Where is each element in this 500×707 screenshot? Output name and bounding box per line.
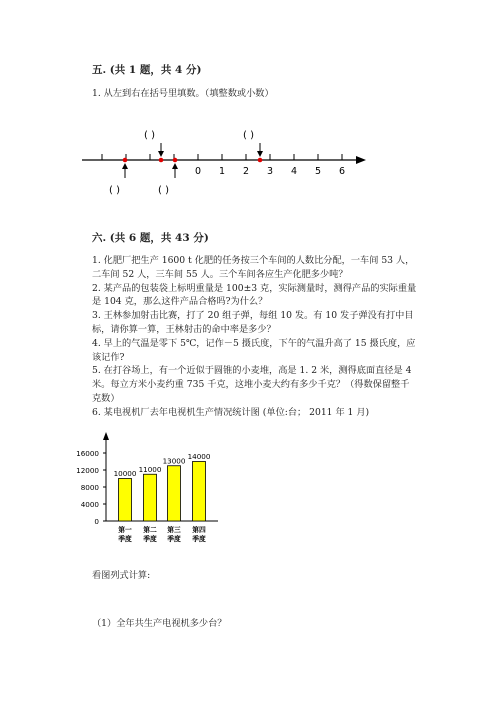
category-label: 季度 bbox=[192, 535, 206, 543]
bar-2 bbox=[144, 474, 157, 521]
answer-blank-bottom-2: ( ) bbox=[158, 185, 169, 196]
question-line: 2. 某产品的包装袋上标明重量是 100±3 克，实际测量时，测得产品的实际重量 bbox=[92, 282, 417, 294]
question-line: 标，请你算一算，王林射击的命中率是多少？ bbox=[92, 323, 276, 335]
category-label: 季度 bbox=[167, 535, 181, 543]
category-label: 第三 bbox=[167, 526, 181, 534]
bar-1 bbox=[119, 479, 132, 522]
question-line: 二车间 52 人，三车间 55 人。三个车间各应生产化肥多少吨？ bbox=[92, 268, 348, 280]
question-line: 克数） bbox=[92, 392, 120, 404]
number-line-label: 2 bbox=[242, 166, 250, 177]
chart-y-arrowhead bbox=[103, 432, 109, 440]
question-line: 是 104 克，那么这件产品合格吗?为什么？ bbox=[92, 296, 268, 308]
question-5-1: 1. 从左到右在括号里填数。（填整数或小数） bbox=[92, 88, 274, 99]
y-tick-label: 16000 bbox=[76, 449, 99, 458]
question-line: 该记作? bbox=[92, 351, 125, 363]
number-line-label: 1 bbox=[218, 166, 226, 177]
category-label: 第二 bbox=[143, 526, 157, 534]
number-line-label: 5 bbox=[314, 166, 322, 177]
question-line: 1. 化肥厂把生产 1600 t 化肥的任务按三个车间的人数比分配，一车间 53 人， bbox=[92, 255, 415, 266]
question-line: 4. 早上的气温是零下 5℃，记作－5 摄氏度，下午的气温升高了 15 摄氏度，应 bbox=[92, 337, 416, 349]
chart-bars bbox=[114, 452, 211, 543]
after-chart-text: 看图列式计算: bbox=[92, 570, 151, 581]
bar-value-label: 14000 bbox=[187, 452, 211, 461]
number-line-label: 6 bbox=[338, 166, 346, 177]
number-line-label: 4 bbox=[290, 166, 298, 177]
y-tick-label: 12000 bbox=[76, 466, 99, 475]
question-line: 米。每立方米小麦约重 735 千克，这堆小麦大约有多少千克？（得数保留整千 bbox=[92, 379, 410, 391]
y-tick-label: 0 bbox=[94, 517, 99, 526]
number-line-label: 0 bbox=[194, 166, 202, 177]
answer-blank-top-1: ( ) bbox=[144, 130, 155, 141]
category-label: 季度 bbox=[143, 535, 157, 543]
category-label: 季度 bbox=[118, 535, 132, 543]
chart-y-ticks bbox=[76, 449, 106, 526]
bar-3 bbox=[168, 466, 181, 521]
category-label: 第四 bbox=[192, 526, 206, 534]
bar-4 bbox=[193, 462, 206, 522]
category-label: 第一 bbox=[118, 526, 132, 534]
bar-value-label: 13000 bbox=[162, 456, 186, 466]
answer-blank-top-2: ( ) bbox=[243, 130, 254, 141]
answer-blank-bottom-1: ( ) bbox=[109, 185, 120, 196]
number-line-label: 3 bbox=[266, 166, 274, 177]
question-line: 5. 在打谷场上，有一个近似于圆锥的小麦堆，高是 1. 2 米，测得底面直径是 4 bbox=[92, 365, 412, 377]
y-tick-label: 4000 bbox=[80, 500, 99, 509]
section-6-heading: 六. (共 6 题，共 43 分) bbox=[92, 232, 209, 244]
question-line: 6. 某电视机厂去年电视机生产情况统计图 (单位:台； 2011 年 1 月) bbox=[92, 406, 370, 418]
bar-value-label: 11000 bbox=[138, 464, 162, 474]
bar-value-label: 10000 bbox=[113, 469, 137, 478]
sub-question-1: （1）全年共生产电视机多少台？ bbox=[92, 618, 227, 629]
y-tick-label: 8000 bbox=[80, 483, 99, 492]
question-line: 3. 王林参加射击比赛，打了 20 组子弹，每组 10 发。有 10 发子弹没有打中目 bbox=[92, 310, 414, 322]
section-5-heading: 五. (共 1 题，共 4 分) bbox=[92, 64, 202, 76]
